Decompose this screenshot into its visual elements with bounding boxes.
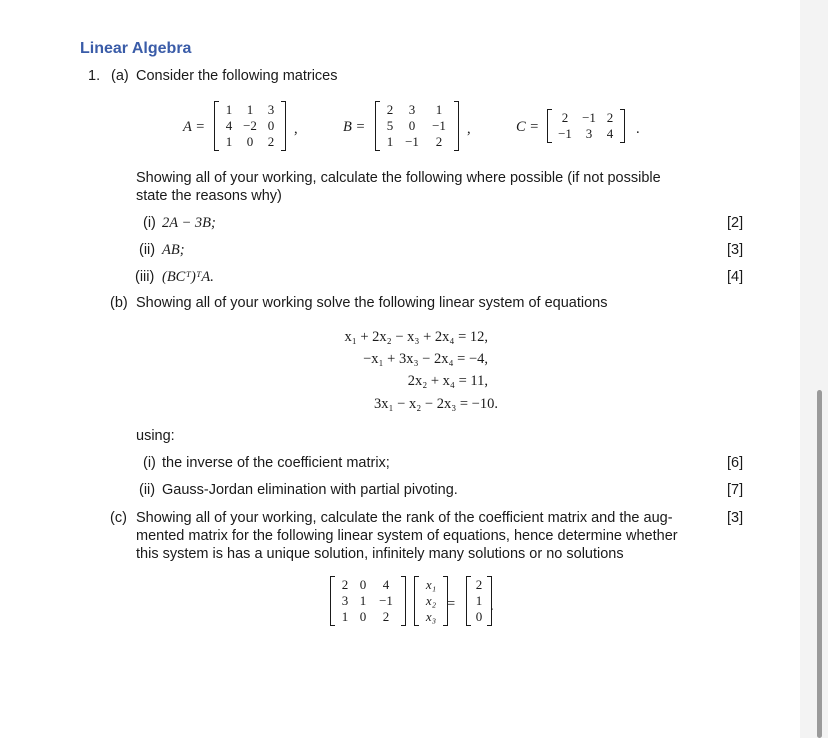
matrix-entry: 2 xyxy=(267,134,275,149)
matrix-entry: −1 xyxy=(379,593,393,608)
matrix-entry: −1 xyxy=(432,118,446,133)
matrix-entry: 3 xyxy=(267,102,275,117)
marks-badge: [4] xyxy=(727,269,744,285)
equals-sign: = xyxy=(447,596,456,612)
scrollbar-thumb[interactable] xyxy=(817,390,822,738)
marks-badge: [3] xyxy=(727,510,744,526)
part-c-line1: Showing all of your working, calculate the rank of the coefficient matrix and the aug- xyxy=(136,510,673,526)
matrix-c-name: C = xyxy=(516,119,540,135)
marks-badge: [6] xyxy=(727,455,744,471)
marks-badge: [2] xyxy=(727,215,744,231)
matrix-c xyxy=(547,109,625,143)
part-a-label: (a) xyxy=(111,68,129,84)
part-a-instruction-line1: Showing all of your working, calculate the following where possible (if not possible xyxy=(136,170,661,186)
matrix-entry: 1 xyxy=(386,134,394,149)
part-b-item-text: Gauss-Jordan elimination with partial pivoting. xyxy=(162,482,458,498)
variable-vector xyxy=(414,576,448,626)
matrix-entry: 3 xyxy=(408,102,416,117)
matrix-entry: −1 xyxy=(405,134,419,149)
matrix-entry: 4 xyxy=(382,577,390,592)
part-b-item-label: (ii) xyxy=(139,482,156,498)
matrix-entry: 1 xyxy=(475,593,483,608)
matrix-entry: x₁ xyxy=(425,577,437,592)
matrix-entry: 4 xyxy=(225,118,233,133)
question-number: 1. xyxy=(88,68,101,84)
matrix-entry: 3 xyxy=(341,593,349,608)
part-b-label: (b) xyxy=(110,295,128,311)
marks-badge: [3] xyxy=(727,242,744,258)
equation-line: 3x₁ − x₂ − 2x₃ = −10. xyxy=(373,396,498,412)
matrix-entry: 2 xyxy=(435,134,443,149)
matrix-entry: 3 xyxy=(585,126,593,141)
matrix-entry: 2 xyxy=(475,577,483,592)
part-a-intro: Consider the following matrices xyxy=(136,68,338,84)
rhs-vector xyxy=(466,576,492,626)
matrix-a-sep: , xyxy=(294,121,298,137)
matrix-entry: 1 xyxy=(225,134,233,149)
matrix-entry: 1 xyxy=(341,609,349,624)
matrix-entry: 1 xyxy=(359,593,367,608)
matrix-entry: 2 xyxy=(606,110,614,125)
matrix-entry: 2 xyxy=(386,102,394,117)
matrix-entry: 1 xyxy=(225,102,233,117)
matrix-entry: 0 xyxy=(359,577,367,592)
equation-line: x₁ + 2x₂ − x₃ + 2x₄ = 12, xyxy=(344,329,488,345)
part-a-item-expr: (BCᵀ)ᵀA. xyxy=(162,269,214,285)
part-a-item-expr: AB; xyxy=(162,242,185,258)
matrix-entry: 0 xyxy=(267,118,275,133)
matrix-entry: x₂ xyxy=(425,593,437,608)
part-b-intro: Showing all of your working solve the following linear system of equations xyxy=(136,295,608,311)
matrix-entry: 1 xyxy=(246,102,254,117)
equation-line: 2x₂ + x₄ = 11, xyxy=(407,373,488,389)
matrix-entry: 0 xyxy=(475,609,483,624)
matrix-entry: 4 xyxy=(606,126,614,141)
section-heading: Linear Algebra xyxy=(80,40,192,57)
matrix-a-name: A = xyxy=(183,119,206,135)
matrix-entry: 0 xyxy=(408,118,416,133)
part-a-item-label: (iii) xyxy=(135,269,155,285)
matrix-entry: x₃ xyxy=(425,609,437,624)
matrix-entry: 2 xyxy=(561,110,569,125)
matrix-entry: −1 xyxy=(558,126,572,141)
matrix-entry: 1 xyxy=(435,102,443,117)
part-c-line2: mented matrix for the following linear system of equations, hence determine whether xyxy=(136,528,678,544)
matrix-entry: 0 xyxy=(246,134,254,149)
equation-line: −x₁ + 3x₃ − 2x₄ = −4, xyxy=(363,351,488,367)
matrix-b xyxy=(375,101,459,151)
part-a-item-expr: 2A − 3B; xyxy=(162,215,216,231)
matrix-b-name: B = xyxy=(343,119,366,135)
part-c-line3: this system is has a unique solution, infinitely many solutions or no solutions xyxy=(136,546,624,562)
matrix-entry: −2 xyxy=(243,118,257,133)
part-b-using: using: xyxy=(136,428,175,444)
matrix-b-sep: , xyxy=(467,121,471,137)
matrix-c-sep: . xyxy=(636,121,640,137)
matrix-entry: 5 xyxy=(386,118,394,133)
part-a-item-label: (ii) xyxy=(139,242,156,258)
matrix-entry: 2 xyxy=(382,609,390,624)
coefficient-matrix xyxy=(330,576,406,626)
part-b-item-label: (i) xyxy=(143,455,156,471)
matrix-entry: 2 xyxy=(341,577,349,592)
part-a-instruction-line2: state the reasons why) xyxy=(136,188,282,204)
matrix-a xyxy=(214,101,286,151)
matrix-entry: −1 xyxy=(582,110,596,125)
part-a-item-label: (i) xyxy=(143,215,156,231)
system-end-period: . xyxy=(490,598,494,614)
marks-badge: [7] xyxy=(727,482,744,498)
part-c-label: (c) xyxy=(110,510,127,526)
part-b-item-text: the inverse of the coefficient matrix; xyxy=(162,455,390,471)
matrix-entry: 0 xyxy=(359,609,367,624)
